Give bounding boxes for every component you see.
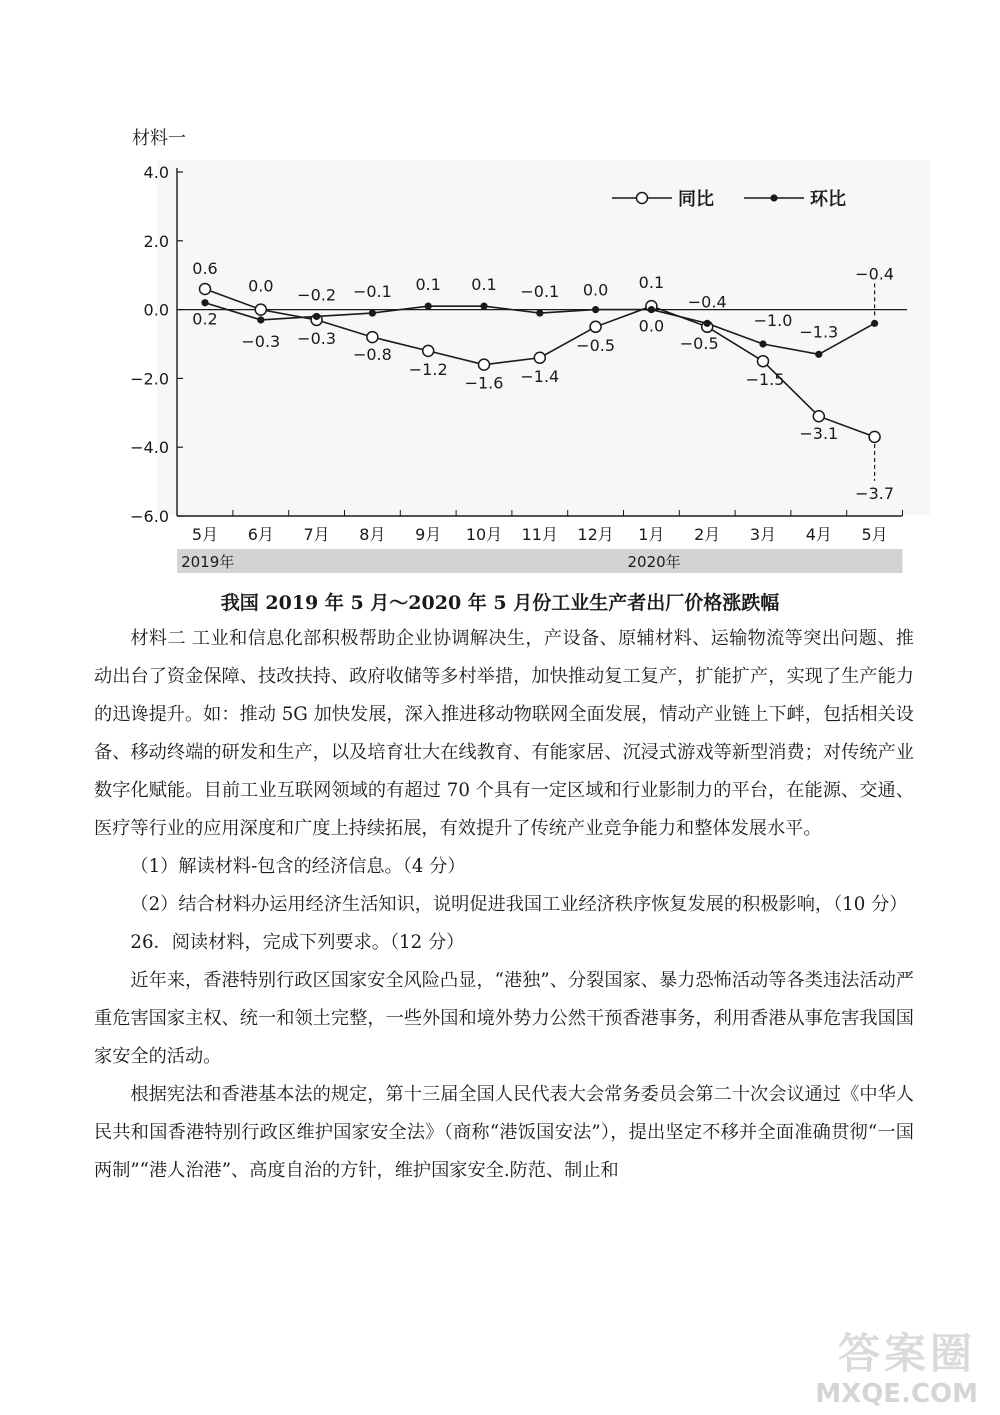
data-label-同比: 0.0 xyxy=(248,276,274,296)
data-label-环比: −0.1 xyxy=(520,282,560,302)
data-label-同比: −3.1 xyxy=(799,424,839,444)
point-同比 xyxy=(813,411,824,422)
watermark-main-text: 答案圈 xyxy=(837,1329,976,1378)
point-同比 xyxy=(758,356,769,367)
chart-caption: 我国 2019 年 5 月～2020 年 5 月份工业生产者出厂价格涨跌幅 xyxy=(220,592,780,614)
point-环比 xyxy=(648,306,655,313)
point-环比 xyxy=(369,309,376,316)
legend-marker-环比 xyxy=(770,194,777,201)
data-label-同比: −0.8 xyxy=(352,345,392,365)
point-同比 xyxy=(200,283,211,294)
data-label-同比: −0.3 xyxy=(297,328,337,348)
x-tick-label: 4月 xyxy=(805,525,832,544)
y-tick-label: −4.0 xyxy=(130,438,169,458)
x-tick-label: 10月 xyxy=(465,525,503,544)
data-label-同比: −1.2 xyxy=(408,359,448,379)
body-text xyxy=(94,620,914,1190)
point-环比 xyxy=(536,309,543,316)
point-环比 xyxy=(425,303,432,310)
data-label-环比: 0.2 xyxy=(192,309,218,329)
x-tick-label: 11月 xyxy=(521,525,558,544)
data-label-环比: 0.0 xyxy=(582,280,609,300)
data-label-环比: 0.0 xyxy=(638,316,665,336)
material-one-label: 材料一 xyxy=(132,128,186,149)
point-同比 xyxy=(367,332,378,343)
x-tick-label: 12月 xyxy=(577,525,614,544)
ppi-line-chart xyxy=(122,160,930,580)
y-tick-label: 4.0 xyxy=(143,163,169,182)
legend-label-环比: 环比 xyxy=(810,189,846,210)
question-26-heading: 26．阅读材料，完成下列要求。（12 分） xyxy=(130,932,465,953)
data-label-同比: 0.6 xyxy=(192,258,218,278)
data-label-环比: 0.1 xyxy=(415,275,441,295)
x-tick-label: 7月 xyxy=(303,525,330,544)
point-环比 xyxy=(704,320,711,327)
y-tick-label: −6.0 xyxy=(130,507,169,526)
point-环比 xyxy=(759,340,766,347)
paragraph-hk-security-risk: 近年来，香港特别行政区国家安全风险凸显，“港独”、分裂国家、暴力恐怖活动等各类违法活动严重危害国家主权、统一和领土完整，一些外国和境外势力公然干预香港事务，利用香港从事危害我国国家安全的活动。 xyxy=(94,970,914,1067)
y-tick-label: −2.0 xyxy=(130,369,169,389)
data-label-环比: −1.3 xyxy=(799,322,839,342)
data-label-同比: −1.6 xyxy=(464,373,504,393)
point-同比 xyxy=(423,345,434,356)
legend-label-同比: 同比 xyxy=(678,189,714,210)
year-band-label: 2019年 xyxy=(181,553,235,571)
data-label-同比: −1.4 xyxy=(520,366,560,386)
x-tick-label: 9月 xyxy=(415,525,442,544)
data-label-环比: −0.2 xyxy=(297,285,337,305)
data-label-同比: −0.5 xyxy=(576,335,616,355)
y-tick-label: 2.0 xyxy=(143,231,169,251)
question-2: （2）结合材料办运用经济生活知识，说明促进我国工业经济秩序恢复发展的积极影响，（10 分） xyxy=(130,894,908,915)
y-tick-label: 0.0 xyxy=(143,300,169,320)
point-环比 xyxy=(815,351,822,358)
question-1: （1）解读材料-包含的经济信息。（4 分） xyxy=(130,856,466,877)
x-tick-label: 8月 xyxy=(359,525,386,544)
x-tick-label: 2月 xyxy=(694,525,721,544)
point-环比 xyxy=(201,299,208,306)
watermark-site-text: MXQE.COM xyxy=(815,1379,978,1409)
year-band xyxy=(177,549,623,573)
x-tick-label: 3月 xyxy=(749,525,777,544)
point-环比 xyxy=(592,306,599,313)
paragraph-hk-national-security-law: 根据宪法和香港基本法的规定，第十三届全国人民代表大会常务委员会第二十次会议通过《中华人民共和国香港特别行政区维护国家安全法》（商称“港饭国安法”），提出坚定不移并全面准确贯彻“一国两制”“港人治港”、高度自治的方针，维护国家安全.防范、制止和 xyxy=(94,1084,914,1181)
x-tick-label: 5月 xyxy=(191,525,219,544)
data-label-环比: −0.4 xyxy=(855,264,895,284)
watermark-logo xyxy=(786,1321,986,1411)
point-同比 xyxy=(590,321,601,332)
point-同比 xyxy=(534,352,545,363)
x-tick-label: 5月 xyxy=(861,525,888,544)
data-label-同比: −0.5 xyxy=(679,333,719,353)
year-band-label: 2020年 xyxy=(627,553,681,571)
point-环比 xyxy=(257,316,264,323)
data-label-同比: −1.5 xyxy=(745,370,785,390)
data-label-环比: −1.0 xyxy=(753,311,793,330)
point-同比 xyxy=(479,359,490,370)
data-label-环比: 0.1 xyxy=(471,275,497,295)
data-label-环比: −0.1 xyxy=(352,282,392,302)
x-tick-label: 6月 xyxy=(247,525,274,544)
point-环比 xyxy=(313,313,320,320)
data-label-环比: −0.3 xyxy=(241,331,281,351)
x-tick-label: 1月 xyxy=(638,525,665,544)
legend-marker-同比 xyxy=(637,193,648,204)
data-label-同比: 0.1 xyxy=(638,273,665,293)
data-label-环比: −0.4 xyxy=(687,292,727,312)
point-环比 xyxy=(480,303,487,310)
point-环比 xyxy=(871,320,878,327)
data-label-同比: −3.7 xyxy=(855,483,895,503)
paragraph-material-two: 材料二 工业和信息化部积极帮助企业协调解决生，产设备、原辅材料、运输物流等突出问题、推动出台了资金保障、技改扶持、政府收储等多村举措，加快推动复工复产，扩能扩产，实现了生产能力的迅谗提升。如：推动 5G 加快发展，深入推进移动物联网全面发展，情动产业链上下衅，包括相关设备、移动终端的研发和生产，以及培育壮大在线教育、有能家居、沉浸式游戏等新型消费；对传统产业数字化赋能。目前工业互联网领域的有超过 70 个具有一定区域和行业影制力的平台，在能源、交通、医疗等行业的应用深度和广度上持续拓展，有效提升了传统产业竞争能力和整体发展水平。 xyxy=(94,628,914,839)
point-同比 xyxy=(869,431,880,442)
point-同比 xyxy=(255,304,266,315)
